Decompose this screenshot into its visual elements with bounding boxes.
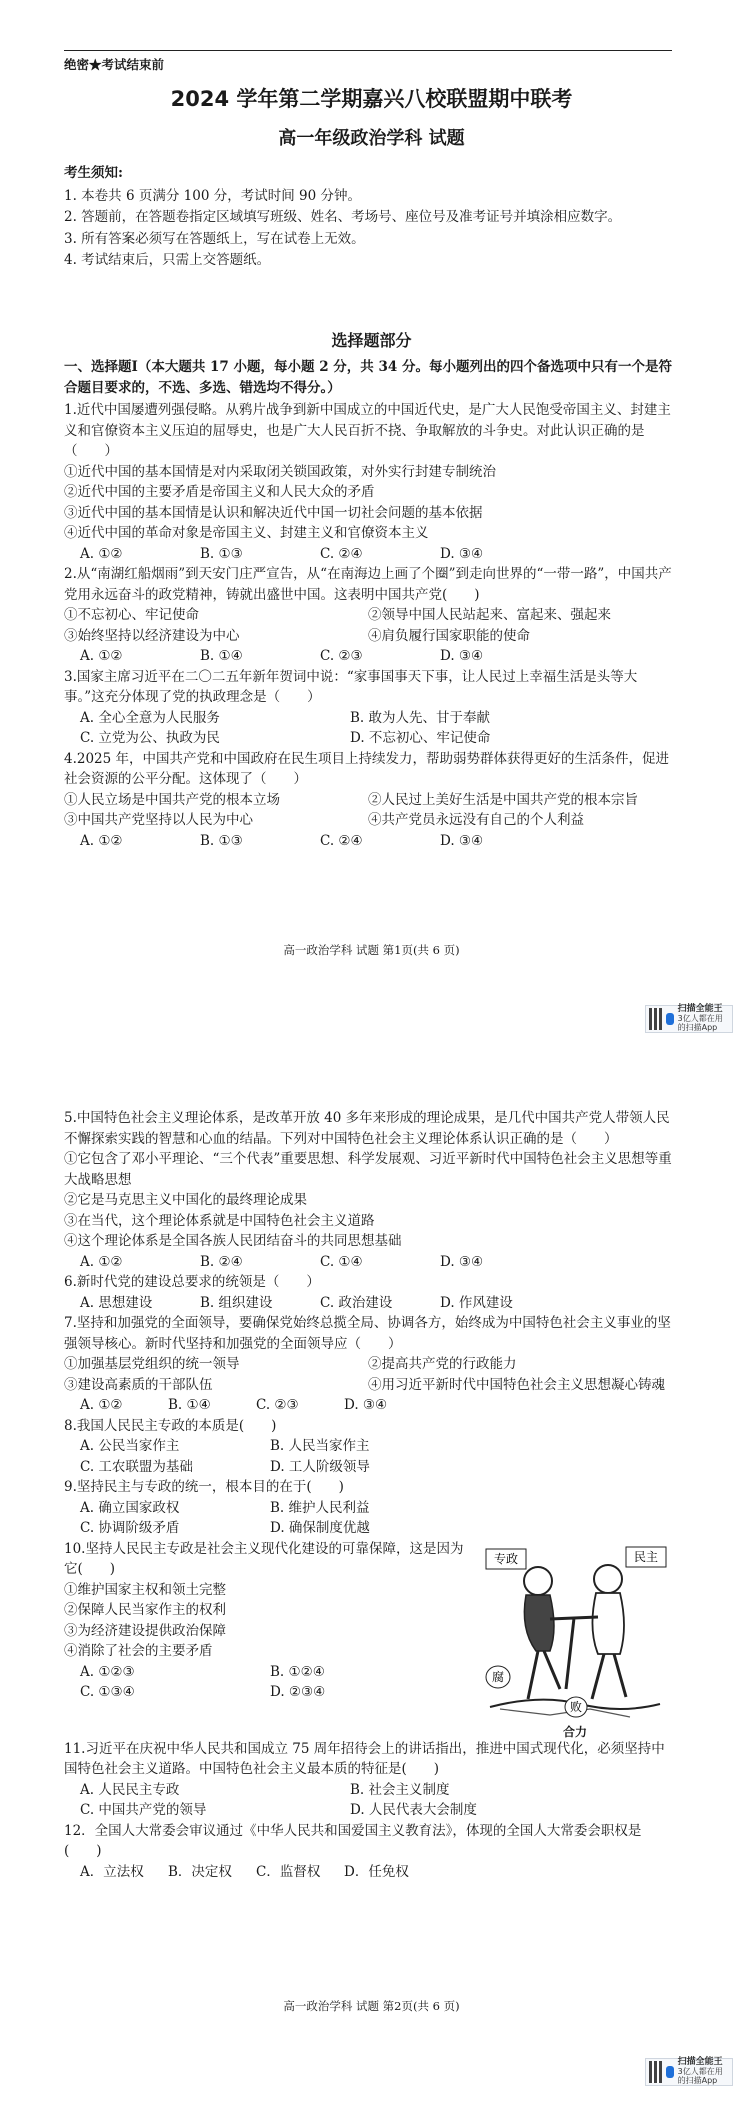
exam-page-2 xyxy=(0,1078,743,2104)
question-11 xyxy=(64,1739,672,1821)
statement: ③建设高素质的干部队伍 xyxy=(64,1376,213,1393)
question-stem: 1.近代中国屡遭列强侵略。从鸦片战争到新中国成立的中国近代史，是广大人民饱受帝国主义、封建主义和官僚资本主义压迫的屈辱史，也是广大人民百折不挠、争取解放的斗争史。对此认识正确的是（ ） xyxy=(64,402,671,460)
question-stem: 9.坚持民主与专政的统一，根本目的在于( ) xyxy=(64,1479,344,1496)
option-b: B. 社会主义制度 xyxy=(350,1781,450,1798)
option-b: B. ②④ xyxy=(200,1253,243,1270)
label-bai: 败 xyxy=(569,1699,583,1714)
option-c: C. 协调阶级矛盾 xyxy=(80,1520,180,1537)
header-rule xyxy=(64,50,672,51)
question-2 xyxy=(64,564,672,667)
question-1 xyxy=(64,400,672,564)
option-d: D. ③④ xyxy=(344,1397,388,1414)
statement: ①它包含了邓小平理论、“三个代表”重要思想、科学发展观、习近平新时代中国特色社会主义思想等重大战略思想 xyxy=(64,1151,672,1188)
question-stem: 6.新时代党的建设总要求的统领是（ ） xyxy=(64,1274,320,1291)
option-d: D. ③④ xyxy=(440,832,484,849)
question-stem: 3.国家主席习近平在二〇二五年新年贺词中说：“家事国事天下事，让人民过上幸福生活是头等大事。”这充分体现了党的执政理念是（ ） xyxy=(64,668,638,706)
cartoon-figure-icon xyxy=(480,1539,670,1724)
option-d: D. 不忘初心、牢记使命 xyxy=(350,730,491,747)
exam-subtitle: 高一年级政治学科 试题 xyxy=(278,128,465,149)
question-stem: 10.坚持人民民主专政是社会主义现代化建设的可靠保障，这是因为它( ) xyxy=(64,1540,464,1578)
questions-page-1 xyxy=(64,357,672,851)
option-c: C. 立党为公、执政为民 xyxy=(80,730,220,747)
qr-code-icon xyxy=(649,1008,662,1030)
label-fu: 腐 xyxy=(491,1669,505,1684)
statement: ③为经济建设提供政治保障 xyxy=(64,1622,226,1639)
page-footer: 高一政治学科 试题 第2页(共 6 页) xyxy=(283,1999,460,2013)
question-12 xyxy=(64,1821,672,1883)
exam-title: 2024 学年第二学期嘉兴八校联盟期中联考 xyxy=(170,87,573,111)
notice-title: 考生须知: xyxy=(64,165,123,181)
statement: ④共产党员永远没有自己的个人利益 xyxy=(368,812,584,829)
option-d: D．任免权 xyxy=(344,1863,409,1880)
option-c: C. 政治建设 xyxy=(320,1294,393,1311)
option-b: B. ①④ xyxy=(168,1397,211,1414)
notice-block xyxy=(64,162,672,272)
statement: ①不忘初心、牢记使命 xyxy=(64,607,199,624)
statement: ②保障人民当家作主的权利 xyxy=(64,1602,226,1619)
cartoon-caption: 合力 xyxy=(562,1724,587,1739)
cartoon-illustration xyxy=(480,1539,670,1739)
scanner-sub: 3亿人都在用的扫描App xyxy=(677,1014,723,1032)
question-8 xyxy=(64,1416,672,1478)
option-b: B. ①④ xyxy=(200,648,243,665)
option-b: B. 敢为人先、甘于奉献 xyxy=(350,709,491,726)
statement: ④这个理论体系是全国各族人民团结奋斗的共同思想基础 xyxy=(64,1233,402,1250)
statement: ①加强基层党组织的统一领导 xyxy=(64,1356,240,1373)
statement: ②它是马克思主义中国化的最终理论成果 xyxy=(64,1192,307,1209)
notice-item: 3. 所有答案必须写在答题纸上，写在试卷上无效。 xyxy=(64,230,365,247)
option-a: A. ①②③ xyxy=(80,1663,135,1680)
question-4 xyxy=(64,749,672,852)
statement: ②领导中国人民站起来、富起来、强起来 xyxy=(368,607,611,624)
statement: ②提高共产党的行政能力 xyxy=(368,1356,517,1373)
notice-item: 2. 答题前，在答题卷指定区域填写班级、姓名、考场号、座位号及准考证号并填涂相应数字。 xyxy=(64,209,622,226)
option-c: C. ②③ xyxy=(320,648,363,665)
scanner-label: 扫描全能王 xyxy=(677,2057,723,2068)
option-a: A. ①② xyxy=(80,1397,123,1414)
scanner-watermark xyxy=(645,1005,733,1033)
question-stem: 4.2025 年，中国共产党和中国政府在民生项目上持续发力，帮助弱势群体获得更好的生活条件，促进社会资源的公平分配。这体现了（ ） xyxy=(64,750,670,788)
option-c: C. ②④ xyxy=(320,545,363,562)
question-stem: 7.坚持和加强党的全面领导，要确保党始终总揽全局、协调各方，始终成为中国特色社会主义事业的坚强领导核心。新时代坚持和加强党的全面领导应（ ） xyxy=(64,1315,671,1352)
option-b: B. 维护人民利益 xyxy=(270,1499,370,1516)
scanner-logo-icon xyxy=(666,1013,673,1025)
scanner-watermark xyxy=(645,2058,733,2086)
qr-code-icon xyxy=(649,2061,662,2083)
option-d: D. ③④ xyxy=(440,1253,484,1270)
question-6 xyxy=(64,1272,672,1313)
question-stem: 12．全国人大常委会审议通过《中华人民共和国爱国主义教育法》，体现的全国人大常委会职权是( ) xyxy=(64,1822,642,1860)
option-a: A. ①② xyxy=(80,832,123,849)
statement: ①人民立场是中国共产党的根本立场 xyxy=(64,791,280,808)
option-b: B. ①③ xyxy=(200,832,243,849)
option-d: D. 确保制度优越 xyxy=(270,1520,370,1537)
option-b: B. 组织建设 xyxy=(200,1294,273,1311)
option-c: C. ②④ xyxy=(320,832,363,849)
option-c: C. ①④ xyxy=(320,1253,363,1270)
statement: ④消除了社会的主要矛盾 xyxy=(64,1643,213,1660)
option-a: A. 公民当家作主 xyxy=(80,1438,180,1455)
option-d: D. ③④ xyxy=(440,545,484,562)
question-stem: 11.习近平在庆祝中华人民共和国成立 75 周年招待会上的讲话指出，推进中国式现代化，必须坚持中国特色社会主义道路。中国特色社会主义最本质的特征是( ) xyxy=(64,1740,665,1778)
statement: ②人民过上美好生活是中国共产党的根本宗旨 xyxy=(368,791,638,808)
statement: ③始终坚持以经济建设为中心 xyxy=(64,627,240,644)
option-c: C．监督权 xyxy=(256,1863,321,1880)
part-1-instructions: 一、选择题Ⅰ（本大题共 17 小题，每小题 2 分，共 34 分。每小题列出的四个备选项中只有一个是符合题目要求的，不选、多选、错选均不得分。） xyxy=(64,359,672,396)
statement: ②近代中国的主要矛盾是帝国主义和人民大众的矛盾 xyxy=(64,484,375,501)
option-c: C. ①③④ xyxy=(80,1684,135,1701)
statement: ①近代中国的基本国情是对内采取闭关锁国政策，对外实行封建专制统治 xyxy=(64,463,496,480)
statement: ③近代中国的基本国情是认识和解决近代中国一切社会问题的基本依据 xyxy=(64,504,483,521)
statement: ③中国共产党坚持以人民为中心 xyxy=(64,812,253,829)
option-a: A. 确立国家政权 xyxy=(80,1499,180,1516)
option-d: D. 工人阶级领导 xyxy=(270,1458,370,1475)
scanner-sub: 3亿人都在用的扫描App xyxy=(677,2067,723,2085)
secret-label: 绝密★考试结束前 xyxy=(64,57,165,72)
statement: ④肩负履行国家职能的使命 xyxy=(368,627,530,644)
label-zhuanzheng: 专政 xyxy=(493,1551,519,1566)
question-7 xyxy=(64,1313,672,1416)
option-c: C. ②③ xyxy=(256,1397,299,1414)
question-10 xyxy=(64,1539,672,1739)
option-d: D. ③④ xyxy=(440,648,484,665)
statement: ④近代中国的革命对象是帝国主义、封建主义和官僚资本主义 xyxy=(64,525,429,542)
option-d: D. 作风建设 xyxy=(440,1294,513,1311)
option-a: A. ①② xyxy=(80,648,123,665)
question-5 xyxy=(64,1108,672,1272)
question-stem: 2.从“南湖红船烟雨”到天安门庄严宣告，从“在南海边上画了个圈”到走向世界的“一带一路”，中国共产党用永远奋斗的政党精神，铸就出盛世中国。这表明中国共产党( ) xyxy=(64,566,672,603)
label-minzhu: 民主 xyxy=(633,1549,659,1564)
statement: ④用习近平新时代中国特色社会主义思想凝心铸魂 xyxy=(368,1376,665,1393)
page-footer: 高一政治学科 试题 第1页(共 6 页) xyxy=(283,943,460,957)
option-b: B. ①③ xyxy=(200,545,243,562)
option-a: A. 人民民主专政 xyxy=(80,1781,180,1798)
option-c: C. 工农联盟为基础 xyxy=(80,1458,193,1475)
question-3 xyxy=(64,667,672,749)
statement: ③在当代，这个理论体系就是中国特色社会主义道路 xyxy=(64,1212,375,1229)
option-d: D. ②③④ xyxy=(270,1684,326,1701)
notice-item: 4. 考试结束后，只需上交答题纸。 xyxy=(64,252,271,269)
option-a: A. ①② xyxy=(80,545,123,562)
scanner-logo-icon xyxy=(666,2066,673,2078)
question-9 xyxy=(64,1477,672,1539)
option-b: B．决定权 xyxy=(168,1863,232,1880)
question-stem: 8.我国人民民主专政的本质是( ) xyxy=(64,1417,277,1434)
option-b: B. ①②④ xyxy=(270,1663,325,1680)
option-b: B. 人民当家作主 xyxy=(270,1438,370,1455)
notice-item: 1. 本卷共 6 页满分 100 分，考试时间 90 分钟。 xyxy=(64,187,361,204)
option-c: C. 中国共产党的领导 xyxy=(80,1802,207,1819)
section-title: 选择题部分 xyxy=(331,331,412,350)
option-a: A. ①② xyxy=(80,1253,123,1270)
option-a: A. 全心全意为人民服务 xyxy=(80,709,220,726)
option-a: A. 思想建设 xyxy=(80,1294,153,1311)
option-d: D. 人民代表大会制度 xyxy=(350,1802,477,1819)
scanner-label: 扫描全能王 xyxy=(677,1004,723,1015)
option-a: A．立法权 xyxy=(80,1863,144,1880)
exam-page-1 xyxy=(0,0,743,1032)
questions-page-2 xyxy=(64,1108,672,1882)
statement: ①维护国家主权和领土完整 xyxy=(64,1581,226,1598)
question-stem: 5.中国特色社会主义理论体系，是改革开放 40 多年来形成的理论成果，是几代中国共产党人带领人民不懈探索实践的智慧和心血的结晶。下列对中国特色社会主义理论体系认识正确的是（ ） xyxy=(64,1110,670,1147)
